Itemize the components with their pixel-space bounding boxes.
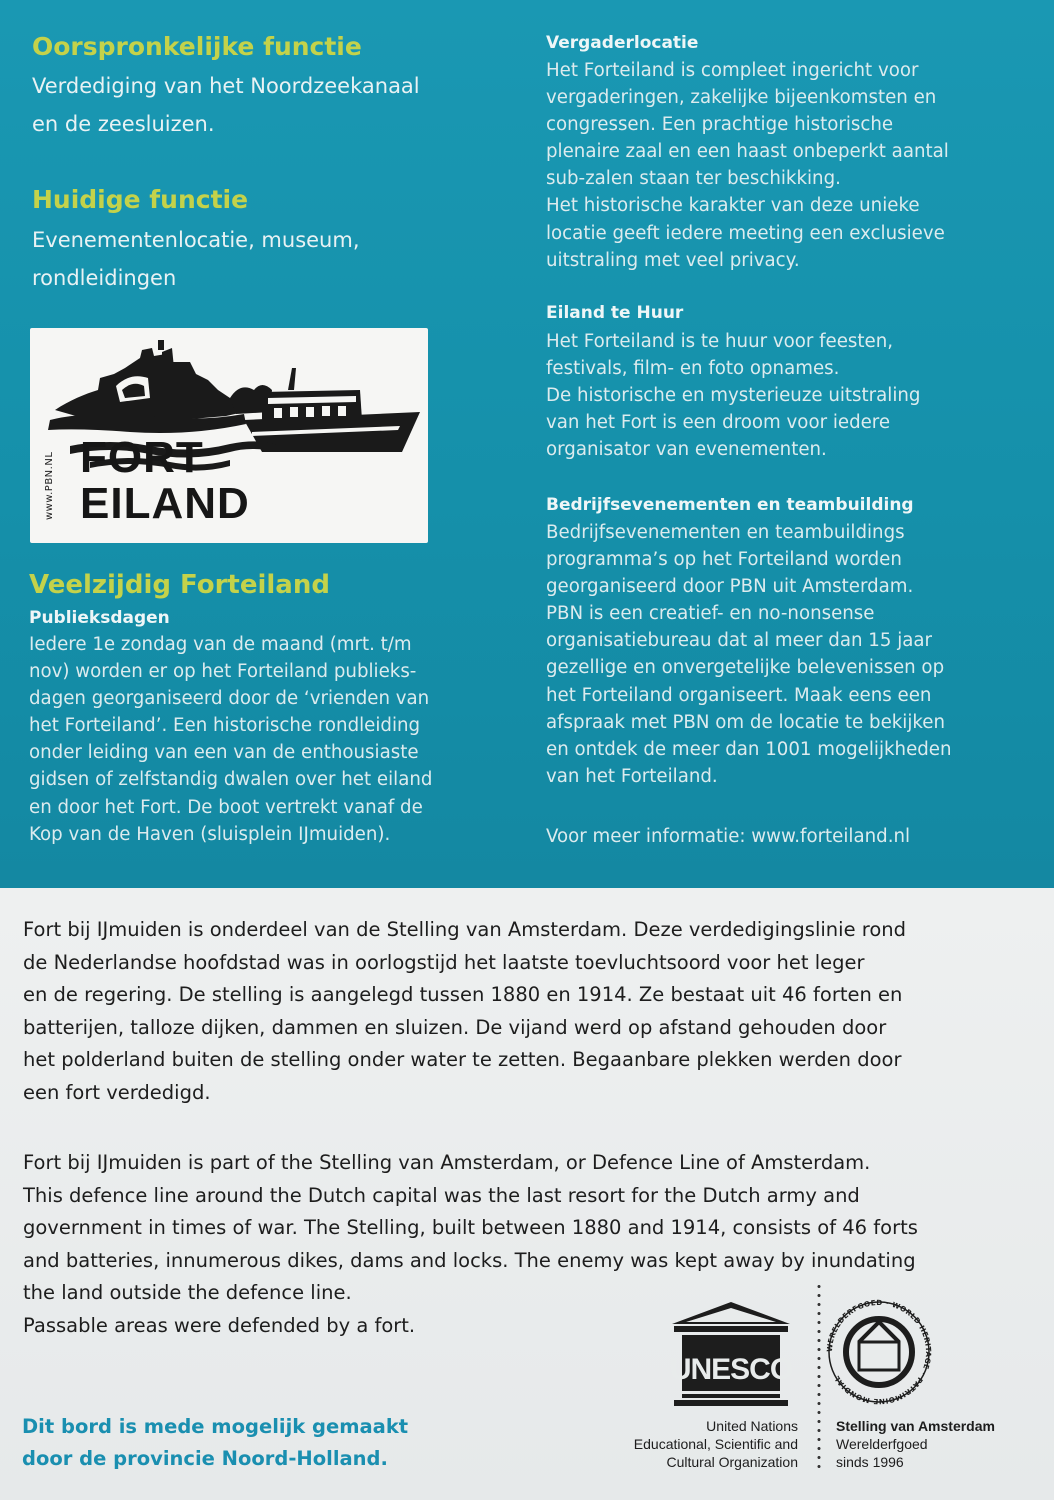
dutch-history-line: Fort bij IJmuiden is onderdeel van de Stelling van Amsterdam. Deze verdedigingslinie rond xyxy=(23,918,907,941)
vergaderlocatie-line: uitstraling met veel privacy. xyxy=(546,249,800,271)
unesco-caption-line: Educational, Scientific and xyxy=(633,1436,798,1452)
dutch-history-line: een fort verdedigd. xyxy=(23,1080,211,1104)
credit-line-1: Dit bord is mede mogelijk gemaakt xyxy=(22,1415,409,1438)
bedrijfsevenementen-line: afspraak met PBN om de locatie te bekijken xyxy=(546,711,945,733)
publieksdagen-heading: Publieksdagen xyxy=(29,608,170,628)
current-function-line-1: Evenementenlocatie, museum, xyxy=(32,228,360,252)
english-history-line: and batteries, innumerous dikes, dams and locks. The enemy was kept away by inundating xyxy=(23,1248,916,1272)
vergaderlocatie-text xyxy=(546,57,1046,274)
more-info-line: Voor meer informatie: www.forteiland.nl xyxy=(546,826,911,847)
eiland-te-huur-line: De historische en mysterieuze uitstraling xyxy=(546,385,921,407)
publieksdagen-line: Kop van de Haven (sluisplein IJmuiden). xyxy=(29,823,391,845)
dutch-history-line: het polderland buiten de stelling onder water te zetten. Begaanbare plekken werden door xyxy=(23,1048,902,1072)
current-function-line-2: rondleidingen xyxy=(32,266,177,290)
eiland-te-huur-line: festivals, film- en foto opnames. xyxy=(546,358,840,380)
english-history-line: the land outside the defence line. xyxy=(23,1281,352,1305)
bedrijfsevenementen-line: van het Forteiland. xyxy=(546,765,718,787)
stelling-caption-line: Werelderfgoed xyxy=(836,1436,928,1452)
vergaderlocatie-line: vergaderingen, zakelijke bijeenkomsten en xyxy=(546,87,937,109)
eiland-te-huur-line: Het Forteiland is te huur voor feesten, xyxy=(546,331,894,352)
original-function-line-1: Verdediging van het Noordzeekanaal xyxy=(32,74,420,98)
logo-word-fort: FORT xyxy=(80,433,204,482)
publieksdagen-line: en door het Fort. De boot vertrekt vanaf de xyxy=(29,796,423,818)
publieksdagen-line: dagen georganiseerd door de ‘vrienden van xyxy=(29,688,430,710)
bedrijfsevenementen-line: gezellige en onvergetelijke belevenissen op xyxy=(546,657,945,679)
logo-url-text: www.PBN.NL xyxy=(44,451,55,520)
dutch-history-line: en de regering. De stelling is aangelegd tussen 1880 en 1914. Ze bestaat uit 46 forten en xyxy=(23,983,903,1007)
english-history-line: government in times of war. The Stelling, built between 1880 and 1914, consists of 46 forts xyxy=(23,1216,918,1240)
bedrijfsevenementen-line: organisatiebureau dat al meer dan 15 jaar xyxy=(546,630,933,652)
eiland-te-huur-line: van het Fort is een droom voor iedere xyxy=(546,412,891,434)
publieksdagen-line: onder leiding van een van de enthousiaste xyxy=(29,742,419,764)
dutch-history-paragraph xyxy=(23,914,1033,1110)
bedrijfsevenementen-line: Bedrijfsevenementen en teambuildings xyxy=(546,522,905,543)
veelzijdig-heading: Veelzijdig Forteiland xyxy=(29,570,330,600)
vergaderlocatie-line: sub-zalen staan ter beschikking. xyxy=(546,168,841,190)
unesco-word: UNESCO xyxy=(669,1353,793,1386)
dutch-history-line: batterijen, talloze dijken, dammen en sluizen. De vijand werd op afstand gehouden door xyxy=(23,1015,887,1039)
bedrijfsevenementen-line: PBN is een creatief- en no-nonsense xyxy=(546,603,875,625)
credit-line-2: door de provincie Noord-Holland. xyxy=(22,1447,388,1470)
stelling-title: Stelling van Amsterdam xyxy=(836,1418,995,1434)
stelling-caption xyxy=(836,1417,1046,1471)
publieksdagen-line: Iedere 1e zondag van de maand (mrt. t/m xyxy=(29,634,412,655)
bedrijfsevenementen-line: het Forteiland organiseert. Maak eens een xyxy=(546,684,932,706)
unesco-caption-line: United Nations xyxy=(706,1418,798,1434)
original-function-heading: Oorspronkelijke functie xyxy=(32,32,362,61)
world-heritage-icon xyxy=(818,1298,940,1406)
eiland-te-huur-heading: Eiland te Huur xyxy=(546,303,684,323)
vergaderlocatie-line: Het historische karakter van deze unieke xyxy=(546,195,920,217)
bedrijfsevenementen-line: georganiseerd door PBN uit Amsterdam. xyxy=(546,576,914,598)
logo-word-eiland: EILAND xyxy=(80,479,250,528)
publieksdagen-line: gidsen of zelfstandig dwalen over het eiland xyxy=(29,769,433,791)
bedrijfsevenementen-text xyxy=(546,519,1046,790)
english-history-line: Passable areas were defended by a fort. xyxy=(23,1313,416,1337)
english-history-line: This defence line around the Dutch capital was the last resort for the Dutch army and xyxy=(23,1183,860,1207)
eiland-te-huur-line: organisator van evenementen. xyxy=(546,439,827,461)
vergaderlocatie-line: congressen. Een prachtige historische xyxy=(546,114,894,136)
bedrijfsevenementen-heading: Bedrijfsevenementen en teambuilding xyxy=(546,495,914,515)
bedrijfsevenementen-line: programma’s op het Forteiland worden xyxy=(546,549,902,571)
english-history-line: Fort bij IJmuiden is part of the Stelling van Amsterdam, or Defence Line of Amsterdam. xyxy=(23,1151,871,1174)
vergaderlocatie-heading: Vergaderlocatie xyxy=(546,33,699,53)
current-function-heading: Huidige functie xyxy=(32,185,249,214)
stelling-caption-line: sinds 1996 xyxy=(836,1454,904,1470)
dutch-history-line: de Nederlandse hoofdstad was in oorlogstijd het laatste toevluchtsoord voor het leger xyxy=(23,950,865,974)
unesco-caption-line: Cultural Organization xyxy=(666,1454,798,1470)
eiland-te-huur-text xyxy=(546,328,1046,463)
heritage-ring-text: WERELDERFGOED · WORLD HERITAGE · PATRIMOINE MONDIAL xyxy=(824,1298,934,1406)
unesco-temple-icon xyxy=(668,1300,794,1406)
publieksdagen-line: het Forteiland’. Een historische rondleiding xyxy=(29,715,421,737)
unesco-caption xyxy=(600,1417,798,1471)
vergaderlocatie-line: plenaire zaal en een haast onbeperkt aantal xyxy=(546,141,949,163)
publieksdagen-line: nov) worden er op het Forteiland publieks- xyxy=(29,661,417,683)
publieksdagen-text xyxy=(29,631,529,848)
vergaderlocatie-line: Het Forteiland is compleet ingericht voor xyxy=(546,60,919,81)
vergaderlocatie-line: locatie geeft iedere meeting een exclusieve xyxy=(546,222,945,244)
bedrijfsevenementen-line: en ontdek de meer dan 1001 mogelijkheden xyxy=(546,738,952,760)
original-function-line-2: en de zeesluizen. xyxy=(32,112,215,136)
